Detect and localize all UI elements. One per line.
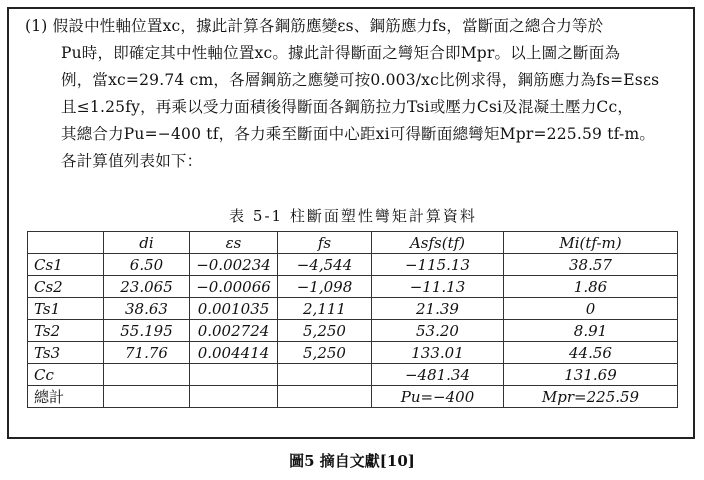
table-row — [28, 342, 678, 364]
table-cell: 133.01 — [372, 342, 504, 364]
table-cell: −0.00234 — [190, 254, 278, 276]
table-cell — [104, 386, 190, 408]
table-cell: −4,544 — [278, 254, 372, 276]
row-label: Ts1 — [28, 298, 104, 320]
row-label: Cs1 — [28, 254, 104, 276]
table-cell: 6.50 — [104, 254, 190, 276]
table-cell — [278, 364, 372, 386]
table-row — [28, 320, 678, 342]
paragraph-line: Pu時，即確定其中性軸位置xc。據此計得斷面之彎矩合即Mpr。以上圖之斷面為 — [61, 44, 621, 62]
table-cell: −0.00066 — [190, 276, 278, 298]
row-label: 總計 — [28, 386, 104, 408]
row-label: Ts2 — [28, 320, 104, 342]
paragraph-line: 各計算值列表如下： — [61, 152, 203, 170]
table-row — [28, 276, 678, 298]
table-cell: 38.63 — [104, 298, 190, 320]
table-cell: 131.69 — [504, 364, 678, 386]
moment-calculation-table — [27, 231, 678, 408]
table-cell: 44.56 — [504, 342, 678, 364]
row-label: Ts3 — [28, 342, 104, 364]
table-row — [28, 298, 678, 320]
table-cell: 0.002724 — [190, 320, 278, 342]
document-frame — [7, 7, 695, 439]
paragraph-line: 其總合力Pu=−400 tf，各力乘至斷面中心距xi可得斷面總彎矩Mpr=225.59 tf-m。 — [61, 125, 656, 143]
table-cell: 55.195 — [104, 320, 190, 342]
table-cell: 71.76 — [104, 342, 190, 364]
header-cell: Mi(tf-m) — [504, 232, 678, 254]
table-cell — [278, 386, 372, 408]
body-paragraph — [25, 13, 693, 175]
paragraph-line: (1) 假設中性軸位置xc，據此計算各鋼筋應變εs、鋼筋應力fs，當斷面之總合力等於 — [25, 17, 604, 35]
table-row — [28, 364, 678, 386]
table-cell: 8.91 — [504, 320, 678, 342]
table-cell — [190, 364, 278, 386]
table-cell: 53.20 — [372, 320, 504, 342]
table-cell: 0.001035 — [190, 298, 278, 320]
table-cell: −11.13 — [372, 276, 504, 298]
table-cell: −1,098 — [278, 276, 372, 298]
table-header-row — [28, 232, 678, 254]
table-cell — [104, 364, 190, 386]
table-cell: 0 — [504, 298, 678, 320]
header-cell: fs — [278, 232, 372, 254]
paragraph-line: 且≤1.25fy，再乘以受力面積後得斷面各鋼筋拉力Tsi或壓力Csi及混凝土壓力Cc， — [61, 98, 634, 116]
table-cell: −481.34 — [372, 364, 504, 386]
figure-caption: 圖5 摘自文獻[10] — [289, 452, 415, 470]
row-label: Cc — [28, 364, 104, 386]
paragraph-line: 例，當xc=29.74 cm，各層鋼筋之應變可按0.003/xc比例求得，鋼筋應力為fs=Esεs — [61, 71, 660, 89]
table-cell: 21.39 — [372, 298, 504, 320]
table-cell: 0.004414 — [190, 342, 278, 364]
table-cell — [190, 386, 278, 408]
row-label: Cs2 — [28, 276, 104, 298]
table-cell: 38.57 — [504, 254, 678, 276]
table-cell: 5,250 — [278, 320, 372, 342]
table-cell: 2,111 — [278, 298, 372, 320]
header-cell: di — [104, 232, 190, 254]
header-cell: εs — [190, 232, 278, 254]
table-row — [28, 254, 678, 276]
table-cell: Pu=−400 — [372, 386, 504, 408]
table-cell: 1.86 — [504, 276, 678, 298]
header-cell — [28, 232, 104, 254]
table-cell: 23.065 — [104, 276, 190, 298]
header-cell: Asfs(tf) — [372, 232, 504, 254]
table-title: 表 5-1 柱斷面塑性彎矩計算資料 — [229, 207, 477, 225]
table-cell: 5,250 — [278, 342, 372, 364]
table-total-row — [28, 386, 678, 408]
table-cell: Mpr=225.59 — [504, 386, 678, 408]
table-cell: −115.13 — [372, 254, 504, 276]
